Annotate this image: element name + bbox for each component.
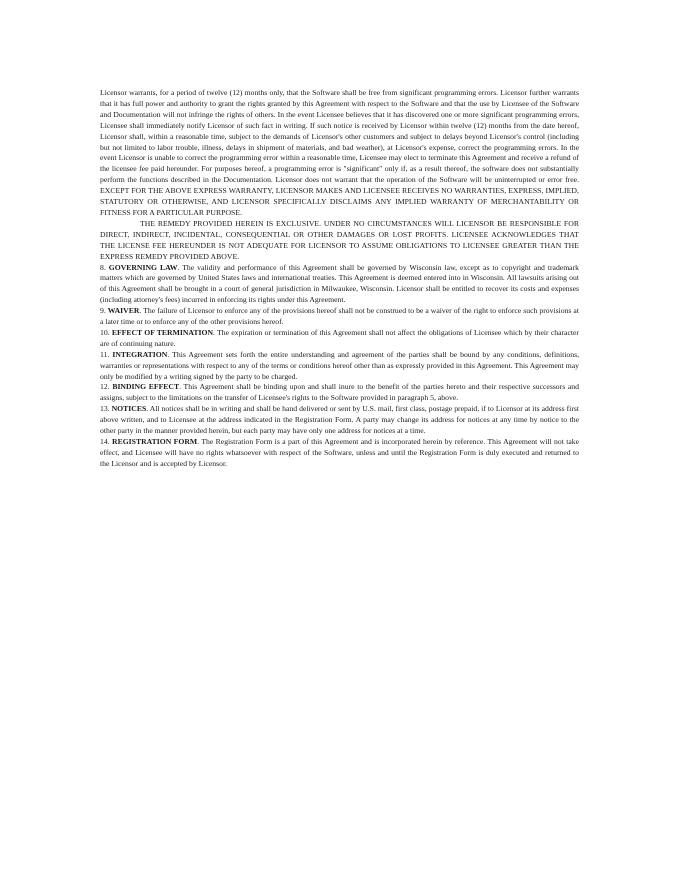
section-number: 13.: [100, 404, 110, 414]
section-number: 8.: [100, 262, 106, 272]
section-body: . This Agreement sets forth the entire understanding and agreement of the parties shall be bound by any conditions, definitions, warranties or representations with respect to any of the terms or conditions hereof other than as expressly provided in this Agreement. This Agreement may only be modified by a writing signed by the party to be charged.: [100, 349, 580, 381]
section-number: 10.: [100, 327, 110, 337]
section-10: [100, 328, 579, 350]
section-heading: INTEGRATION: [112, 349, 168, 359]
section-body: . All notices shall be in writing and shall be hand delivered or sent by U.S. mail, first class, postage prepaid, if to Licensor at its address first above written, and to Licensee at the address indicated in the Registration Form. A party may change its address for notices at any time by notice to the other party in the manner provided herein, but each party may have only one address for notices at a time.: [100, 404, 580, 436]
section-heading: NOTICES: [111, 404, 147, 414]
section-number: 12.: [100, 382, 110, 392]
warranty-intro-text: Licensor warrants, for a period of twelve (12) months only, that the Software shall be free from significant programming errors. Licensor further warrants that it has full power and authority to grant the rights granted by this Agreement with respect to the Software and that the use by Licensee of the Software and Documentation will not infringe the rights of others. In the event Licensee believes that it has discovered one or more significant programming errors, Licensee shall immediately notify Licensor of such fact in writing. If such notice is received by Licensor within twelve (12) months from the date hereof, Licensor shall, within a reasonable time, subject to the demands of Licensor's other customers and subject to delays beyond Licensor's control (including but not limited to labor trouble, illness, delays in shipment of materials, and bad weather), at Licensor's expense, correct the programming errors. In the event Licensor is unable to correct the programming error within a reasonable time, Licensee may elect to terminate this Agreement and receive a refund of the licensee fee paid hereunder. For purposes hereof, a programming error is "significant" only if, as a result thereof, the software does not substantially perform the functions described in the Documentation. Licensor does not warrant that the operation of the Software will be uninterrupted or error free.: [100, 88, 579, 185]
section-number: 9.: [100, 306, 106, 316]
warranty-paragraph: [100, 88, 579, 219]
section-9: [100, 306, 579, 328]
section-heading: REGISTRATION FORM: [112, 437, 198, 446]
remedy-text: THE REMEDY PROVIDED HEREIN IS EXCLUSIVE. UNDER NO CIRCUMSTANCES WILL LICENSOR BE RESPONSIBLE FOR DIRECT, INDIRECT, INCIDENTAL, CONSEQUENTIAL OR OTHER DAMAGES OR LOST PROFITS. LICENSEE ACKNOWLEDGES THAT THE LICENSE FEE HEREUNDER IS NOT ADEQUATE FOR LICENSOR TO ASSUME OBLIGATIONS TO LICENSEE GREATER THAN THE EXPRESS REMEDY PROVIDED ABOVE.: [100, 218, 579, 261]
section-body: . The expiration or termination of this Agreement shall not affect the obligations of Licensee which by their character are of continuing nature.: [100, 327, 579, 348]
section-heading: BINDING EFFECT: [112, 382, 180, 392]
section-11: [100, 350, 579, 383]
section-8: [100, 263, 579, 307]
section-number: 14.: [100, 437, 110, 446]
section-13: [100, 404, 579, 437]
document-page: [100, 88, 579, 470]
section-body: . The failure of Licensor to enforce any of the provisions hereof shall not be construed to be a waiver of the right to enforce such provisions at a later time or to enforce any of the other provisions hereof.: [100, 306, 579, 327]
remedy-paragraph: [100, 219, 579, 263]
section-12: [100, 382, 579, 404]
section-heading: EFFECT OF TERMINATION: [111, 327, 214, 337]
section-body: . This Agreement shall be binding upon and shall inure to the benefit of the parties hereto and their respective successors and assigns, subject to the limitations on the transfer of Licensee's rights to the Software provided in paragraph 5, above.: [100, 382, 579, 403]
section-heading: GOVERNING LAW: [108, 262, 178, 272]
warranty-disclaimer-text: EXCEPT FOR THE ABOVE EXPRESS WARRANTY, LICENSOR MAKES AND LICENSEE RECEIVES NO WARRANTIES, EXPRESS, IMPLIED, STATUTORY OR OTHERWISE, AND LICENSOR SPECIFICALLY DISCLAIMS ANY IMPLIED WARRANTY OF MERCHANTABILITY OR FITNESS FOR A PARTICULAR PURPOSE.: [100, 186, 579, 217]
section-heading: WAIVER: [107, 306, 140, 316]
section-14: [100, 437, 579, 470]
section-body: . The Registration Form is a part of this Agreement and is incorporated herein by reference. This Agreement will not take effect, and Licensee will have no rights whatsoever with respect of the Software, unless and until the Registration Form is duly executed and returned to the Licensor and is accepted by Licensor.: [100, 437, 580, 468]
section-body: . The validity and performance of this Agreement shall be governed by Wisconsin law, except as to copyright and trademark matters which are governed by United States laws and international treaties. This Agreement is deemed entered into in Wisconsin. All lawsuits arising out of this Agreement shall be brought in a court of general jurisdiction in Milwaukee, Wisconsin. Licensor shall be entitled to recover its costs and expenses (including attorney's fees) incurred in enforcing its rights under this Agreement.: [100, 262, 580, 305]
section-number: 11.: [100, 349, 110, 359]
